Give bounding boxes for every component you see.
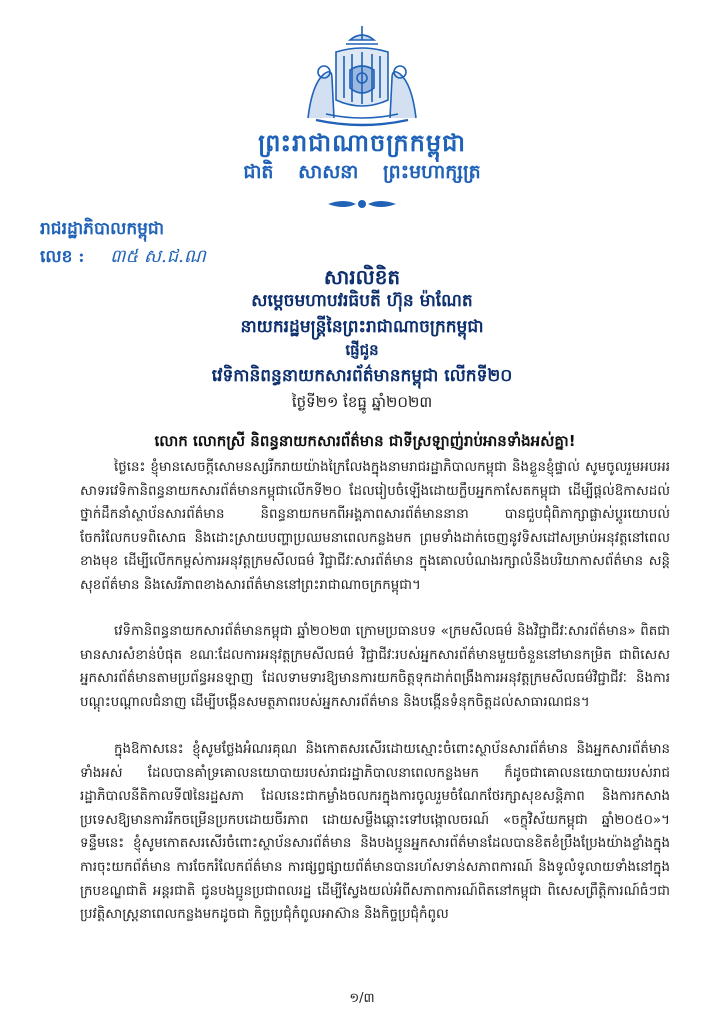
body-paragraph-1-text: ថ្ងៃនេះ ខ្ញុំមានសេចក្តីសោមនស្សរីករាយយ៉ាងក្រៃលែងក្នុងនាមរាជរដ្ឋាភិបាលកម្ពុជា និងខ្លួនខ្ញុំផ្ទាល់ សូមចូលរួមអបអរសាទរវេទិកានិពន្ធនាយកសារព័ត៌មានកម្ពុជាលើកទី២០ ដែលរៀបចំឡើងដោយក្លឹបអ្នកកាសែតកម្ពុជា ដើម្បីផ្តល់ឱកាសដល់ថ្នាក់ដឹកនាំស្ថាប័នសារព័ត៌មាន និពន្ធនាយកមកពីអង្គភាពសារព័ត៌មាននានា បានជួបជុំពិភាក្សាផ្លាស់ប្តូរយោបល់ ចែករំលែកបទពិសោធ និងដោះស្រាយបញ្ហាប្រឈមនាពេលកន្លងមក ព្រមទាំងដាក់ចេញនូវទិសដៅសម្រាប់អនុវត្តនៅពេលខាងមុខ ដើម្បីលើកកម្ពស់ការអនុវត្តក្រមសីលធម៌ វិជ្ជាជីវៈសារព័ត៌មាន ក្នុងគោលបំណងរក្សាលំនឹងបរិយាកាសព័ត៌មាន សន្តិសុខព័ត៌មាន និងសេរីភាពខាងសារព័ត៌មាននៅព្រះរាជាណាចក្រកម្ពុជា។ <box>80 460 670 593</box>
letter-title: សារលិខិត <box>323 265 401 289</box>
kingdom-name: ព្រះរាជាណាចក្រកម្ពុជា <box>258 128 466 157</box>
reference-number-value: ៣៥ ស.ជ.ណ <box>110 246 206 267</box>
body-paragraph-3 <box>80 738 670 927</box>
royal-arms-emblem-icon <box>302 22 422 128</box>
recipient-forum: វេទិកានិពន្ធនាយកសារព័ត៌មានកម្ពុជា លើកទី២០ <box>211 366 513 386</box>
body-paragraph-1 <box>80 456 670 598</box>
body-paragraph-2-text: វេទិកានិពន្ធនាយកសារព័ត៌មានកម្ពុជា ឆ្នាំ២០២៣ ក្រោមប្រធានបទ «ក្រមសីលធម៌ និងវិជ្ជាជីវៈសារព័ត៌មាន» ពិតជាមានសារសំខាន់បំផុត ខណៈដែលការអនុវត្តក្រមសីលធម៌ វិជ្ជាជីវៈរបស់អ្នកសារព័ត៌មានមួយចំនួននៅមានកម្រិត ជាពិសេសអ្នកសារព័ត៌មានតាមប្រព័ន្ធអនឡាញ ដែលទាមទារឱ្យមានការយកចិត្តទុកដាក់ពង្រឹងការអនុវត្តក្រមសីលធម៌វិជ្ជាជីវៈ និងការបណ្តុះបណ្តាលជំនាញ ដើម្បីបង្កើនសមត្ថភាពរបស់អ្នកសារព័ត៌មាន និងបង្កើនទំនុកចិត្តដល់សាធារណជន។ <box>80 624 670 710</box>
ornament-divider-icon <box>326 196 398 212</box>
page-number: ១/៣ <box>349 991 375 1006</box>
sender-name: សម្ដេចមហាបវរធិបតី ហ៊ុន ម៉ាណែត <box>251 291 473 311</box>
letter-date: ថ្ងៃទី២១ ខែធ្នូ ឆ្នាំ២០២៣ <box>291 393 433 411</box>
sender-position: នាយករដ្ឋមន្ត្រីនៃព្រះរាជាណាចក្រកម្ពុជា <box>240 317 484 337</box>
sent-to-label: ផ្ញើជូន <box>345 341 379 359</box>
reference-number-label: លេខ : <box>40 247 85 267</box>
body-paragraph-3-text: ក្នុងឱកាសនេះ ខ្ញុំសូមថ្លែងអំណរគុណ និងកោតសរសើរដោយស្មោះចំពោះស្ថាប័នសារព័ត៌មាន និងអ្នកសារព័ត៌មានទាំងអស់ ដែលបានគាំទ្រគោលនយោបាយរបស់រាជរដ្ឋាភិបាលនាពេលកន្លងមក ក៏ដូចជាគោលនយោបាយរបស់រាជរដ្ឋាភិបាលនីតិកាលទី៧នៃរដ្ឋសភា ដែលនេះជាកម្លាំងចលករក្នុងការចូលរួមចំណែកថែរក្សាសុខសន្តិភាព និងការកសាងប្រទេសឱ្យមានការរីកចម្រើនប្រកបដោយចីរភាព ដោយសម្លឹងឆ្ពោះទៅបង្កោលចរណ៍ «ចក្ខុវិស័យកម្ពុជា ឆ្នាំ២០៥០»។ ទន្ទឹមនេះ ខ្ញុំសូមកោតសរសើរចំពោះស្ថាប័នសារព័ត៌មាន និងបងប្អូនអ្នកសារព័ត៌មានដែលបានខិតខំប្រឹងប្រែងយ៉ាងខ្លាំងក្នុងការចុះយកព័ត៌មាន ការចែករំលែកព័ត៌មាន ការផ្សព្វផ្សាយព័ត៌មានបានរហ័សទាន់សភាពការណ៍ និងទូលំទូលាយទាំងនៅក្នុងក្របខណ្ឌជាតិ អន្តរជាតិ ជូនបងប្អូនប្រជាពលរដ្ឋ ដើម្បីស្វែងយល់អំពីសភាពការណ៍ពិតនៅកម្ពុជា ពិសេសព្រឹត្តិការណ៍ធំៗជាប្រវត្តិសាស្ត្រនាពេលកន្លងមកដូចជា កិច្ចប្រជុំកំពូលអាស៊ាន និងកិច្ចប្រជុំកំពូល <box>80 742 670 923</box>
body-paragraph-2 <box>80 620 670 714</box>
national-motto: ជាតិ សាសនា ព្រះមហាក្សត្រ <box>243 161 481 183</box>
salutation: លោក លោកស្រី និពន្ធនាយកសារព័ត៌មាន ជាទីស្រឡាញ់រាប់អានទាំងអស់គ្នា! <box>154 432 576 450</box>
ministry-name: រាជរដ្ឋាភិបាលកម្ពុជា <box>40 219 165 239</box>
